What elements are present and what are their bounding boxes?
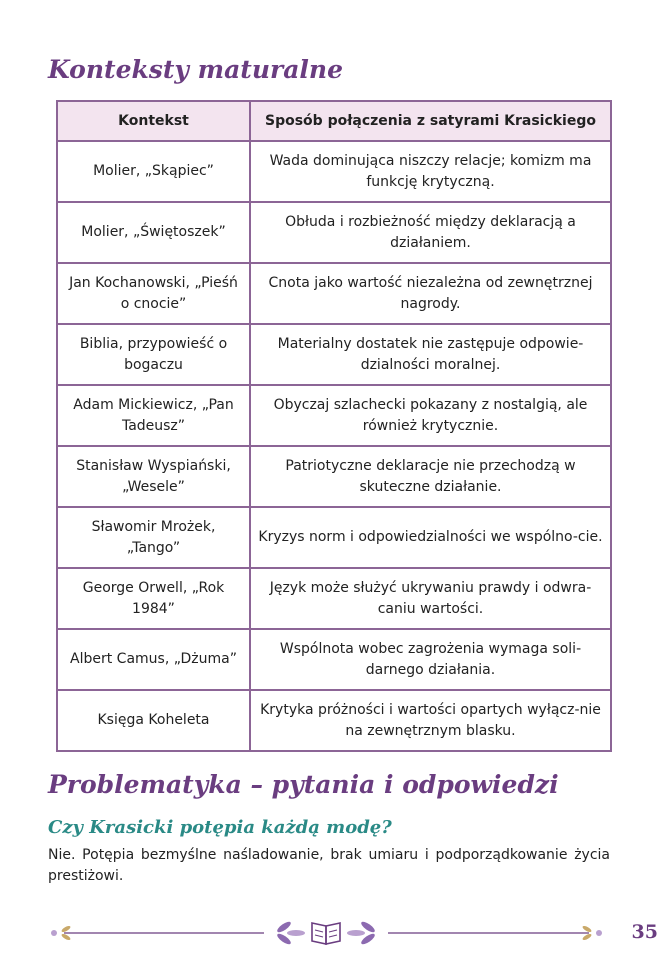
table-row bbox=[57, 385, 611, 446]
right-flourish-icon bbox=[347, 920, 602, 946]
table-row bbox=[57, 690, 611, 751]
context-cell: George Orwell, „Rok 1984” bbox=[57, 568, 250, 629]
table-row bbox=[57, 202, 611, 263]
connection-cell: Kryzys norm i odpowiedzialności we wspólno-cie. bbox=[250, 507, 611, 568]
context-cell: Księga Koheleta bbox=[57, 690, 250, 751]
connection-cell: Krytyka próżności i wartości opartych wyłącz-nie na zewnętrznym blasku. bbox=[250, 690, 611, 751]
column-header-context: Kontekst bbox=[57, 101, 250, 141]
connection-cell: Obłuda i rozbieżność między deklaracją a działaniem. bbox=[250, 202, 611, 263]
table-row bbox=[57, 141, 611, 202]
connection-cell: Materialny dostatek nie zastępuje odpowie-dzialności moralnej. bbox=[250, 324, 611, 385]
context-cell: Biblia, przypowieść o bogaczu bbox=[57, 324, 250, 385]
section-title-contexts: Konteksty maturalne bbox=[48, 55, 343, 84]
context-cell: Molier, „Skąpiec” bbox=[57, 141, 250, 202]
context-cell: Adam Mickiewicz, „Pan Tadeusz” bbox=[57, 385, 250, 446]
contexts-table bbox=[56, 100, 612, 752]
table-row bbox=[57, 568, 611, 629]
column-header-connection: Sposób połączenia z satyrami Krasickiego bbox=[250, 101, 611, 141]
footer-ornament bbox=[44, 915, 609, 951]
connection-cell: Cnota jako wartość niezależna od zewnętrznej nagrody. bbox=[250, 263, 611, 324]
context-cell: Stanisław Wyspiański, „Wesele” bbox=[57, 446, 250, 507]
table-row bbox=[57, 446, 611, 507]
table-row bbox=[57, 263, 611, 324]
connection-cell: Wspólnota wobec zagrożenia wymaga soli-darnego działania. bbox=[250, 629, 611, 690]
table-row bbox=[57, 507, 611, 568]
section-title-problems: Problematyka – pytania i odpowiedzi bbox=[48, 770, 559, 799]
connection-cell: Obyczaj szlachecki pokazany z nostalgią, ale również krytycznie. bbox=[250, 385, 611, 446]
context-cell: Sławomir Mrożek, „Tango” bbox=[57, 507, 250, 568]
connection-cell: Patriotyczne deklaracje nie przechodzą w skuteczne działanie. bbox=[250, 446, 611, 507]
question-heading: Czy Krasicki potępia każdą modę? bbox=[48, 817, 392, 838]
connection-cell: Język może służyć ukrywaniu prawdy i odwra-caniu wartości. bbox=[250, 568, 611, 629]
connection-cell: Wada dominująca niszczy relacje; komizm ma funkcję krytyczną. bbox=[250, 141, 611, 202]
left-flourish-icon bbox=[51, 920, 305, 946]
context-cell: Molier, „Świętoszek” bbox=[57, 202, 250, 263]
table-row bbox=[57, 324, 611, 385]
context-cell: Jan Kochanowski, „Pieśń o cnocie” bbox=[57, 263, 250, 324]
table-header-row bbox=[57, 101, 611, 141]
context-cell: Albert Camus, „Dżuma” bbox=[57, 629, 250, 690]
answer-paragraph: Nie. Potępia bezmyślne naśladowanie, brak umiaru i podporządkowanie życia prestiżowi. bbox=[48, 847, 610, 884]
page-number: 35 bbox=[631, 921, 658, 943]
open-book-icon bbox=[312, 923, 340, 944]
table-row bbox=[57, 629, 611, 690]
